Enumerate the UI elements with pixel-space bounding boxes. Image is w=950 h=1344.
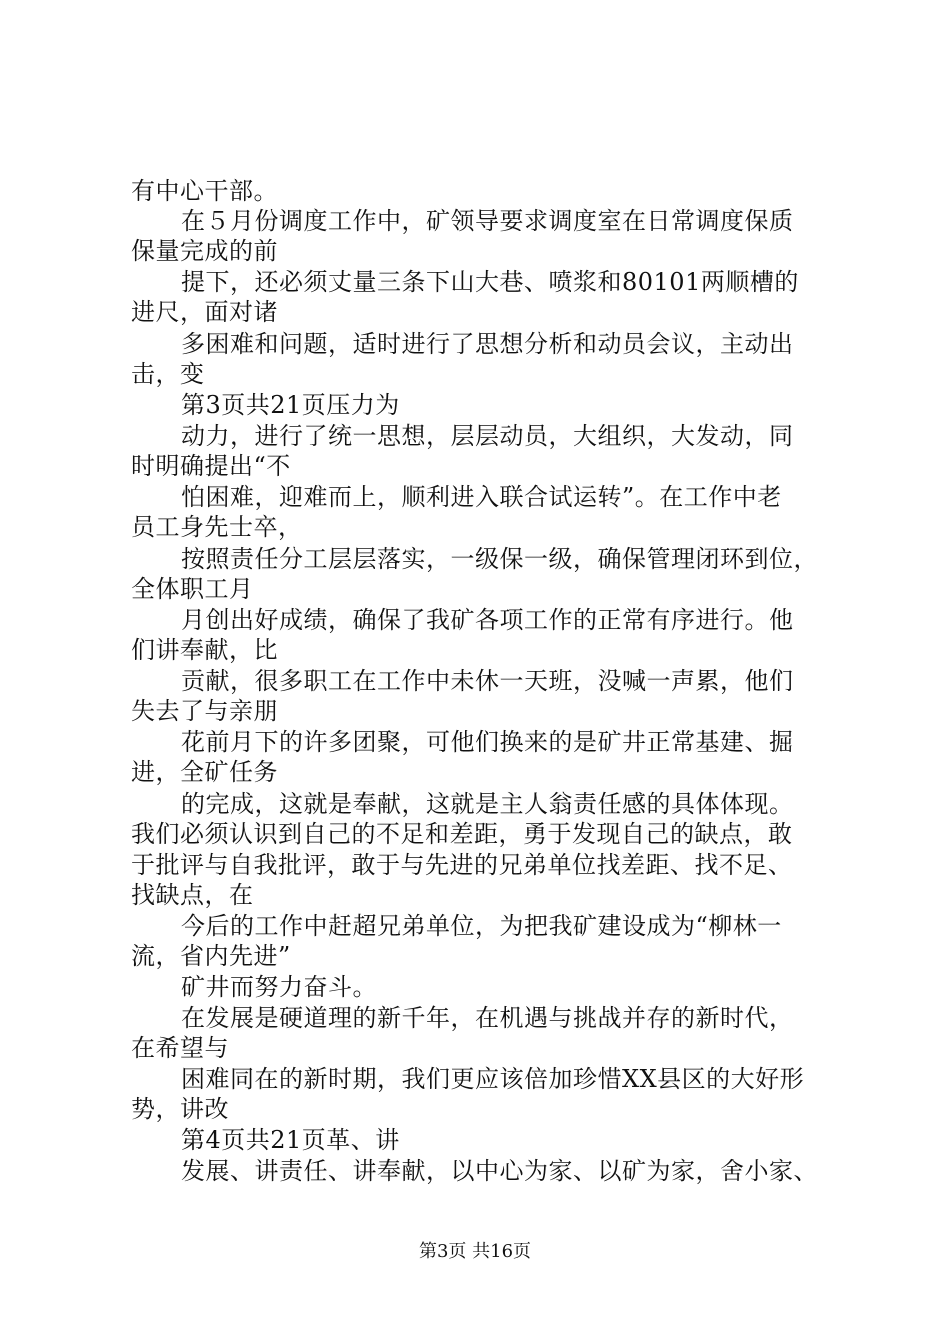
text-line: 矿井而努力奋斗。 xyxy=(181,973,377,1001)
text-line: 击，变 xyxy=(131,360,205,388)
text-line: 怕困难，迎难而上，顺利进入联合试运转”。在工作中老 xyxy=(181,483,782,511)
text-line: 进尺，面对诸 xyxy=(131,298,278,326)
text-line: 月创出好成绩，确保了我矿各项工作的正常有序进行。他 xyxy=(181,606,794,634)
text-line: 第4页共21页革、讲 xyxy=(181,1126,400,1154)
text-line: 流，省内先进” xyxy=(131,942,291,970)
text-line: 保量完成的前 xyxy=(131,237,278,265)
text-line: 的完成，这就是奉献，这就是主人翁责任感的具体体现。 xyxy=(181,790,794,818)
text-line: 时明确提出“不 xyxy=(131,452,291,480)
text-line: 势，讲改 xyxy=(131,1095,229,1123)
text-line: 员工身先士卒， xyxy=(131,513,303,541)
text-line: 困难同在的新时期，我们更应该倍加珍惜XX县区的大好形 xyxy=(181,1065,805,1093)
text-line: 有中心干部。 xyxy=(131,177,278,205)
text-line: 们讲奉献，比 xyxy=(131,636,278,664)
text-line: 在５月份调度工作中，矿领导要求调度室在日常调度保质 xyxy=(181,207,794,235)
text-line: 全体职工月 xyxy=(131,575,254,603)
text-line: 按照责任分工层层落实，一级保一级，确保管理闭环到位， xyxy=(181,545,818,573)
page-footer: 第3页 共16页 xyxy=(418,1241,532,1262)
text-line: 在希望与 xyxy=(131,1034,229,1062)
text-line: 失去了与亲朋 xyxy=(131,697,278,725)
text-line: 进，全矿任务 xyxy=(131,758,278,786)
text-line: 在发展是硬道理的新千年，在机遇与挑战并存的新时代， xyxy=(181,1004,794,1032)
text-line: 提下，还必须丈量三条下山大巷、喷浆和80101两顺槽的 xyxy=(181,268,799,296)
text-line: 发展、讲责任、讲奉献，以中心为家、以矿为家，舍小家、 xyxy=(181,1157,818,1185)
text-line: 第3页共21页压力为 xyxy=(181,391,400,419)
text-line: 多困难和问题，适时进行了思想分析和动员会议，主动出 xyxy=(181,330,794,358)
text-line: 花前月下的许多团聚，可他们换来的是矿井正常基建、掘 xyxy=(181,728,794,756)
text-line: 今后的工作中赶超兄弟单位，为把我矿建设成为“柳林一 xyxy=(181,912,782,940)
text-line: 贡献，很多职工在工作中未休一天班，没喊一声累，他们 xyxy=(181,667,794,695)
text-line: 动力，进行了统一思想，层层动员，大组织，大发动，同 xyxy=(181,422,794,450)
text-line: 于批评与自我批评，敢于与先进的兄弟单位找差距、找不足、 xyxy=(131,851,793,879)
text-line: 找缺点，在 xyxy=(131,881,254,909)
text-line: 我们必须认识到自己的不足和差距，勇于发现自己的缺点，敢 xyxy=(131,820,793,848)
